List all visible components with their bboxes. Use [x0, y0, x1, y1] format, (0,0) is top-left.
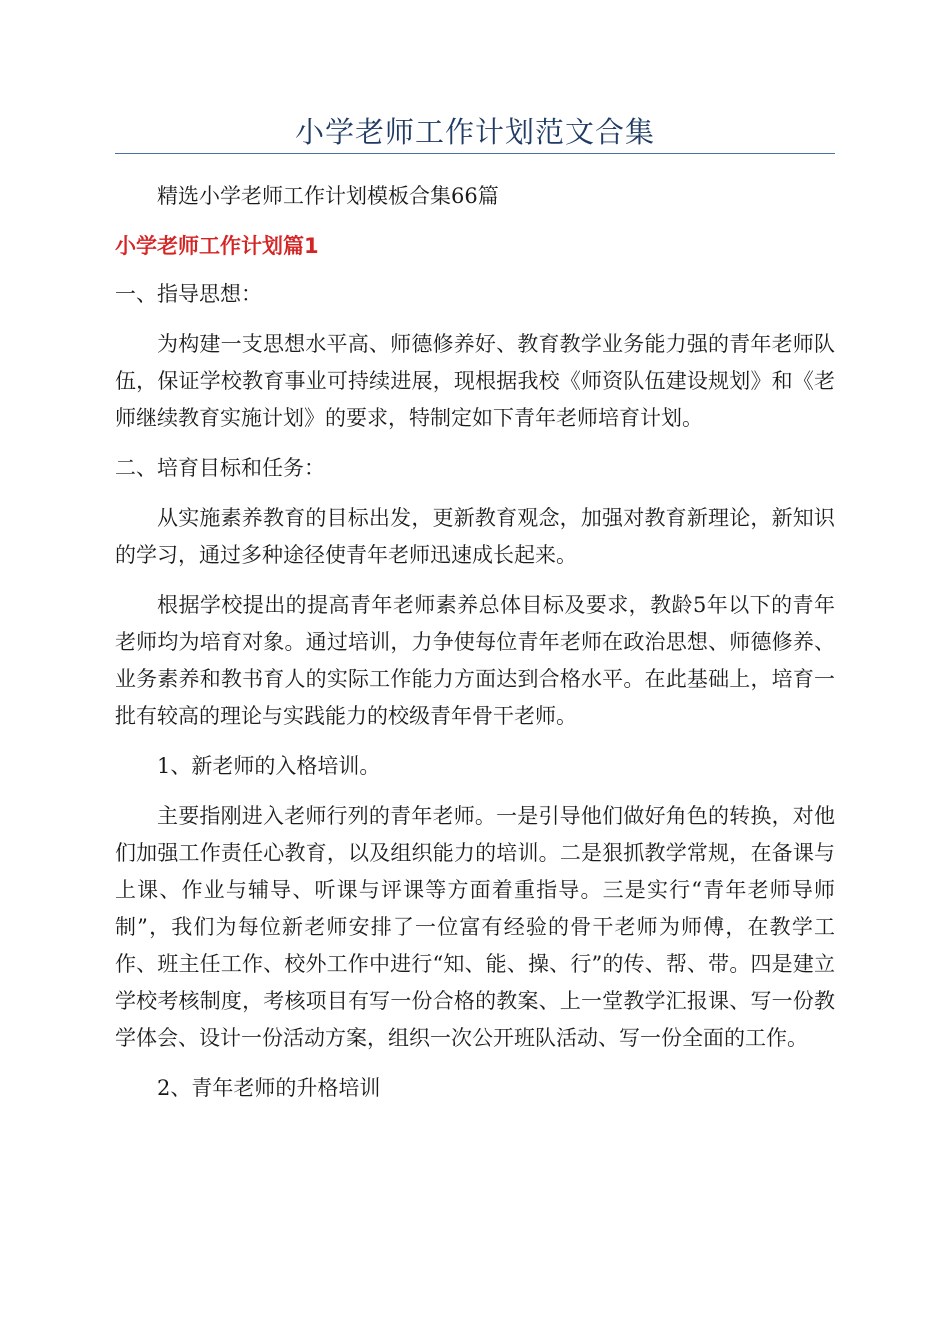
document-subtitle: 精选小学老师工作计划模板合集66篇: [157, 184, 499, 208]
paragraph-purpose: 为构建一支思想水平高、师德修养好、教育教学业务能力强的青年老师队伍，保证学校教育事业可持续进展，现根据我校《师资队伍建设规划》和《老师继续教育实施计划》的要求，特制定如下青年老师培育计划。: [115, 332, 835, 430]
heading-goals-and-tasks: 二、培育目标和任务：: [115, 456, 325, 480]
paragraph-training-targets: 根据学校提出的提高青年老师素养总体目标及要求，教龄5年以下的青年老师均为培育对象。通过培训，力争使每位青年老师在政治思想、师德修养、业务素养和教书育人的实际工作能力方面达到合格水平。在此基础上，培育一批有较高的理论与实践能力的校级青年骨干老师。: [115, 593, 835, 728]
subheading-young-teacher-upgrade: 2、青年老师的升格培训: [157, 1076, 381, 1100]
document-body: [115, 178, 835, 1107]
document-title: 小学老师工作计划范文合集: [294, 115, 655, 149]
section-heading: 小学老师工作计划篇1: [115, 234, 319, 258]
paragraph-new-teacher-training: 主要指刚进入老师行列的青年老师。一是引导他们做好角色的转换，对他们加强工作责任心教育，以及组织能力的培训。二是狠抓教学常规，在备课与上课、作业与辅导、听课与评课等方面着重指导。三是实行“青年老师导师制”，我们为每位新老师安排了一位富有经验的骨干老师为师傅，在教学工作、班主任工作、校外工作中进行“知、能、操、行”的传、帮、带。四是建立学校考核制度，考核项目有写一份合格的教案、上一堂教学汇报课、写一份教学体会、设计一份活动方案，组织一次公开班队活动、写一份全面的工作。: [115, 804, 835, 1050]
paragraph-goals: 从实施素养教育的目标出发，更新教育观念，加强对教育新理论，新知识的学习，通过多种途径使青年老师迅速成长起来。: [115, 506, 835, 567]
title-underline: [115, 153, 835, 154]
subheading-new-teacher-training: 1、新老师的入格培训。: [157, 754, 381, 778]
heading-guiding-ideology: 一、指导思想：: [115, 282, 262, 306]
